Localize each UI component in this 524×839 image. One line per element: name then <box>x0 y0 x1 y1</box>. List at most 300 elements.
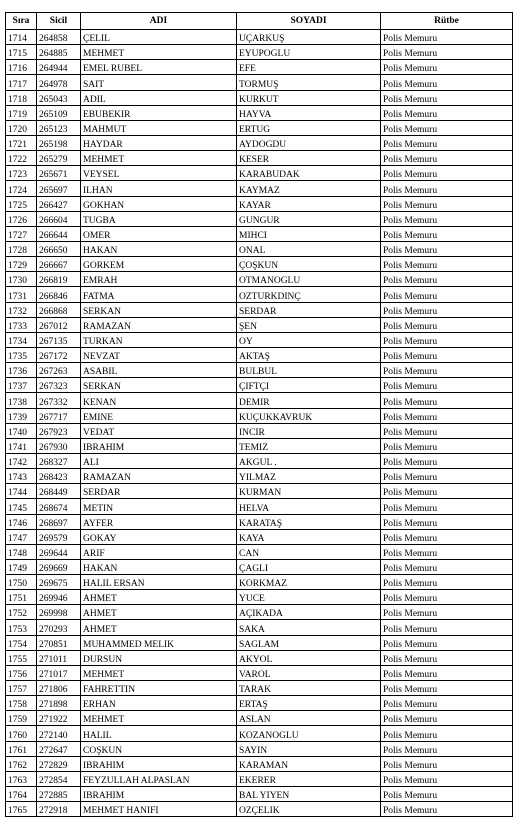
sira-cell: 1738 <box>6 393 37 408</box>
rutbe-cell: Polis Memuru <box>381 75 513 90</box>
adi-cell: ADIL <box>81 90 237 105</box>
sicil-cell: 264944 <box>37 60 81 75</box>
sira-cell: 1749 <box>6 559 37 574</box>
sicil-cell: 265043 <box>37 90 81 105</box>
table-row <box>6 257 513 272</box>
sicil-cell: 270851 <box>37 635 81 650</box>
soyadi-cell: KAYMAZ <box>237 181 381 196</box>
rutbe-cell: Polis Memuru <box>381 302 513 317</box>
adi-cell: GOKAY <box>81 529 237 544</box>
sira-cell: 1715 <box>6 45 37 60</box>
soyadi-cell: ERTUG <box>237 120 381 135</box>
soyadi-cell: KARAMAN <box>237 756 381 771</box>
soyadi-cell: GUNGUR <box>237 211 381 226</box>
adi-cell: RAMAZAN <box>81 317 237 332</box>
sira-cell: 1753 <box>6 620 37 635</box>
adi-cell: ASABIL <box>81 363 237 378</box>
soyadi-cell: DEMIR <box>237 393 381 408</box>
sicil-cell: 271806 <box>37 681 81 696</box>
soyadi-cell: OZTURKDINÇ <box>237 287 381 302</box>
adi-cell: ÇELIL <box>81 30 237 45</box>
soyadi-cell: KESER <box>237 151 381 166</box>
table-row <box>6 787 513 802</box>
sira-cell: 1723 <box>6 166 37 181</box>
sicil-cell: 265279 <box>37 151 81 166</box>
adi-cell: HALIL ERSAN <box>81 575 237 590</box>
header-row <box>6 13 513 30</box>
rutbe-cell: Polis Memuru <box>381 681 513 696</box>
adi-cell: VEYSEL <box>81 166 237 181</box>
sira-cell: 1754 <box>6 635 37 650</box>
sicil-cell: 267323 <box>37 378 81 393</box>
soyadi-cell: BULBUL <box>237 363 381 378</box>
soyadi-cell: AKGUL . <box>237 453 381 468</box>
table-row <box>6 650 513 665</box>
soyadi-cell: KORKMAZ <box>237 575 381 590</box>
soyadi-cell: ÇIFTÇI <box>237 378 381 393</box>
table-row <box>6 771 513 786</box>
sicil-cell: 272885 <box>37 787 81 802</box>
rutbe-cell: Polis Memuru <box>381 484 513 499</box>
rutbe-cell: Polis Memuru <box>381 196 513 211</box>
sira-cell: 1728 <box>6 241 37 256</box>
adi-cell: MAHMUT <box>81 120 237 135</box>
sicil-cell: 272829 <box>37 756 81 771</box>
sira-cell: 1751 <box>6 590 37 605</box>
table-row <box>6 499 513 514</box>
adi-cell: AHMET <box>81 620 237 635</box>
soyadi-cell: KURKUT <box>237 90 381 105</box>
rutbe-cell: Polis Memuru <box>381 529 513 544</box>
adi-cell: AHMET <box>81 605 237 620</box>
rutbe-cell: Polis Memuru <box>381 605 513 620</box>
sira-cell: 1756 <box>6 665 37 680</box>
rutbe-cell: Polis Memuru <box>381 120 513 135</box>
rutbe-cell: Polis Memuru <box>381 453 513 468</box>
sira-cell: 1734 <box>6 332 37 347</box>
sira-cell: 1731 <box>6 287 37 302</box>
sicil-cell: 264978 <box>37 75 81 90</box>
rutbe-cell: Polis Memuru <box>381 771 513 786</box>
adi-cell: NEVZAT <box>81 347 237 362</box>
sicil-cell: 268423 <box>37 469 81 484</box>
rutbe-cell: Polis Memuru <box>381 257 513 272</box>
rutbe-cell: Polis Memuru <box>381 347 513 362</box>
rutbe-cell: Polis Memuru <box>381 60 513 75</box>
soyadi-cell: CAN <box>237 544 381 559</box>
rutbe-cell: Polis Memuru <box>381 90 513 105</box>
sicil-cell: 267930 <box>37 438 81 453</box>
soyadi-cell: ÇOŞKUN <box>237 257 381 272</box>
soyadi-cell: KAYA <box>237 529 381 544</box>
rutbe-cell: Polis Memuru <box>381 499 513 514</box>
table-row <box>6 605 513 620</box>
table-row <box>6 90 513 105</box>
sira-cell: 1750 <box>6 575 37 590</box>
table-row <box>6 211 513 226</box>
sira-cell: 1763 <box>6 771 37 786</box>
sira-cell: 1746 <box>6 514 37 529</box>
header-adi: ADI <box>81 13 237 30</box>
soyadi-cell: INCIR <box>237 423 381 438</box>
rutbe-cell: Polis Memuru <box>381 30 513 45</box>
sira-cell: 1732 <box>6 302 37 317</box>
sicil-cell: 265198 <box>37 135 81 150</box>
soyadi-cell: AKYOL <box>237 650 381 665</box>
sicil-cell: 268697 <box>37 514 81 529</box>
rutbe-cell: Polis Memuru <box>381 469 513 484</box>
sira-cell: 1761 <box>6 741 37 756</box>
sicil-cell: 268674 <box>37 499 81 514</box>
sicil-cell: 271898 <box>37 696 81 711</box>
adi-cell: ERHAN <box>81 696 237 711</box>
rutbe-cell: Polis Memuru <box>381 575 513 590</box>
sira-cell: 1741 <box>6 438 37 453</box>
rutbe-cell: Polis Memuru <box>381 635 513 650</box>
adi-cell: MEHMET <box>81 151 237 166</box>
sira-cell: 1758 <box>6 696 37 711</box>
sicil-cell: 268449 <box>37 484 81 499</box>
sicil-cell: 269675 <box>37 575 81 590</box>
rutbe-cell: Polis Memuru <box>381 211 513 226</box>
soyadi-cell: HAYVA <box>237 105 381 120</box>
sicil-cell: 267332 <box>37 393 81 408</box>
sicil-cell: 269998 <box>37 605 81 620</box>
table-row <box>6 226 513 241</box>
soyadi-cell: SAYIN <box>237 741 381 756</box>
personnel-table <box>5 12 513 817</box>
table-row <box>6 802 513 817</box>
rutbe-cell: Polis Memuru <box>381 423 513 438</box>
table-row <box>6 378 513 393</box>
adi-cell: EBUBEKIR <box>81 105 237 120</box>
adi-cell: AYFER <box>81 514 237 529</box>
table-row <box>6 393 513 408</box>
sira-cell: 1735 <box>6 347 37 362</box>
sira-cell: 1730 <box>6 272 37 287</box>
header-rutbe: Rütbe <box>381 13 513 30</box>
sira-cell: 1765 <box>6 802 37 817</box>
soyadi-cell: KURMAN <box>237 484 381 499</box>
sicil-cell: 267135 <box>37 332 81 347</box>
header-sira: Sıra <box>6 13 37 30</box>
rutbe-cell: Polis Memuru <box>381 620 513 635</box>
soyadi-cell: ÇAGLI <box>237 559 381 574</box>
sira-cell: 1748 <box>6 544 37 559</box>
sira-cell: 1757 <box>6 681 37 696</box>
soyadi-cell: BAL YIYEN <box>237 787 381 802</box>
sicil-cell: 271922 <box>37 711 81 726</box>
adi-cell: COŞKUN <box>81 741 237 756</box>
sicil-cell: 266846 <box>37 287 81 302</box>
rutbe-cell: Polis Memuru <box>381 378 513 393</box>
adi-cell: OMER <box>81 226 237 241</box>
table-row <box>6 635 513 650</box>
adi-cell: ILHAN <box>81 181 237 196</box>
sira-cell: 1733 <box>6 317 37 332</box>
sicil-cell: 271017 <box>37 665 81 680</box>
sira-cell: 1729 <box>6 257 37 272</box>
sicil-cell: 272140 <box>37 726 81 741</box>
soyadi-cell: VAROL <box>237 665 381 680</box>
soyadi-cell: AÇIKADA <box>237 605 381 620</box>
table-row <box>6 317 513 332</box>
soyadi-cell: KUÇUKKAVRUK <box>237 408 381 423</box>
table-row <box>6 272 513 287</box>
rutbe-cell: Polis Memuru <box>381 741 513 756</box>
sira-cell: 1755 <box>6 650 37 665</box>
adi-cell: MEHMET HANIFI <box>81 802 237 817</box>
sira-cell: 1740 <box>6 423 37 438</box>
rutbe-cell: Polis Memuru <box>381 393 513 408</box>
rutbe-cell: Polis Memuru <box>381 45 513 60</box>
adi-cell: IBRAHIM <box>81 756 237 771</box>
table-row <box>6 135 513 150</box>
rutbe-cell: Polis Memuru <box>381 287 513 302</box>
table-row <box>6 665 513 680</box>
table-row <box>6 181 513 196</box>
sira-cell: 1714 <box>6 30 37 45</box>
adi-cell: SERKAN <box>81 378 237 393</box>
soyadi-cell: EKERER <box>237 771 381 786</box>
adi-cell: DURSUN <box>81 650 237 665</box>
sicil-cell: 265671 <box>37 166 81 181</box>
header-sicil: Sicil <box>37 13 81 30</box>
sicil-cell: 266650 <box>37 241 81 256</box>
sicil-cell: 266667 <box>37 257 81 272</box>
sira-cell: 1725 <box>6 196 37 211</box>
soyadi-cell: EYUPOGLU <box>237 45 381 60</box>
sicil-cell: 270293 <box>37 620 81 635</box>
table-row <box>6 30 513 45</box>
adi-cell: TUGBA <box>81 211 237 226</box>
rutbe-cell: Polis Memuru <box>381 544 513 559</box>
sira-cell: 1727 <box>6 226 37 241</box>
soyadi-cell: ASLAN <box>237 711 381 726</box>
table-row <box>6 529 513 544</box>
sicil-cell: 272647 <box>37 741 81 756</box>
sicil-cell: 264858 <box>37 30 81 45</box>
table-row <box>6 681 513 696</box>
table-row <box>6 45 513 60</box>
rutbe-cell: Polis Memuru <box>381 590 513 605</box>
sicil-cell: 266604 <box>37 211 81 226</box>
sicil-cell: 269669 <box>37 559 81 574</box>
rutbe-cell: Polis Memuru <box>381 756 513 771</box>
table-row <box>6 241 513 256</box>
sicil-cell: 265697 <box>37 181 81 196</box>
sira-cell: 1717 <box>6 75 37 90</box>
adi-cell: FAHRETTIN <box>81 681 237 696</box>
rutbe-cell: Polis Memuru <box>381 514 513 529</box>
rutbe-cell: Polis Memuru <box>381 802 513 817</box>
sicil-cell: 266819 <box>37 272 81 287</box>
sira-cell: 1737 <box>6 378 37 393</box>
table-row <box>6 575 513 590</box>
adi-cell: METIN <box>81 499 237 514</box>
sira-cell: 1745 <box>6 499 37 514</box>
soyadi-cell: SAGLAM <box>237 635 381 650</box>
sira-cell: 1747 <box>6 529 37 544</box>
sira-cell: 1739 <box>6 408 37 423</box>
rutbe-cell: Polis Memuru <box>381 650 513 665</box>
sicil-cell: 272918 <box>37 802 81 817</box>
adi-cell: RAMAZAN <box>81 469 237 484</box>
sicil-cell: 266427 <box>37 196 81 211</box>
table-row <box>6 287 513 302</box>
table-body <box>6 30 513 817</box>
adi-cell: KENAN <box>81 393 237 408</box>
table-row <box>6 60 513 75</box>
adi-cell: TURKAN <box>81 332 237 347</box>
soyadi-cell: TARAK <box>237 681 381 696</box>
soyadi-cell: TEMIZ <box>237 438 381 453</box>
table-row <box>6 151 513 166</box>
table-row <box>6 438 513 453</box>
adi-cell: IBRAHIM <box>81 787 237 802</box>
soyadi-cell: YUCE <box>237 590 381 605</box>
table-row <box>6 741 513 756</box>
table-row <box>6 423 513 438</box>
table-row <box>6 120 513 135</box>
rutbe-cell: Polis Memuru <box>381 711 513 726</box>
adi-cell: ARIF <box>81 544 237 559</box>
table-row <box>6 453 513 468</box>
adi-cell: FATMA <box>81 287 237 302</box>
soyadi-cell: TORMUŞ <box>237 75 381 90</box>
table-row <box>6 711 513 726</box>
soyadi-cell: ONAL <box>237 241 381 256</box>
table-row <box>6 347 513 362</box>
rutbe-cell: Polis Memuru <box>381 181 513 196</box>
sicil-cell: 269644 <box>37 544 81 559</box>
sicil-cell: 264885 <box>37 45 81 60</box>
sicil-cell: 266868 <box>37 302 81 317</box>
table-row <box>6 469 513 484</box>
sicil-cell: 265109 <box>37 105 81 120</box>
sicil-cell: 267923 <box>37 423 81 438</box>
sira-cell: 1744 <box>6 484 37 499</box>
sicil-cell: 269579 <box>37 529 81 544</box>
sira-cell: 1742 <box>6 453 37 468</box>
soyadi-cell: YILMAZ <box>237 469 381 484</box>
sira-cell: 1718 <box>6 90 37 105</box>
soyadi-cell: OZÇELIK <box>237 802 381 817</box>
table-row <box>6 484 513 499</box>
table-row <box>6 726 513 741</box>
adi-cell: SERKAN <box>81 302 237 317</box>
soyadi-cell: OTMANOGLU <box>237 272 381 287</box>
adi-cell: VEDAT <box>81 423 237 438</box>
sicil-cell: 271011 <box>37 650 81 665</box>
table-row <box>6 514 513 529</box>
sira-cell: 1722 <box>6 151 37 166</box>
sicil-cell: 269946 <box>37 590 81 605</box>
soyadi-cell: ŞEN <box>237 317 381 332</box>
soyadi-cell: SERDAR <box>237 302 381 317</box>
rutbe-cell: Polis Memuru <box>381 241 513 256</box>
rutbe-cell: Polis Memuru <box>381 151 513 166</box>
rutbe-cell: Polis Memuru <box>381 272 513 287</box>
rutbe-cell: Polis Memuru <box>381 787 513 802</box>
rutbe-cell: Polis Memuru <box>381 226 513 241</box>
rutbe-cell: Polis Memuru <box>381 135 513 150</box>
table-row <box>6 544 513 559</box>
adi-cell: HAYDAR <box>81 135 237 150</box>
sira-cell: 1719 <box>6 105 37 120</box>
adi-cell: MUHAMMED MELIK <box>81 635 237 650</box>
table-row <box>6 166 513 181</box>
adi-cell: HAKAN <box>81 559 237 574</box>
adi-cell: HAKAN <box>81 241 237 256</box>
table-row <box>6 105 513 120</box>
rutbe-cell: Polis Memuru <box>381 317 513 332</box>
table-row <box>6 559 513 574</box>
adi-cell: FEYZULLAH ALPASLAN <box>81 771 237 786</box>
adi-cell: EMRAH <box>81 272 237 287</box>
soyadi-cell: EFE <box>237 60 381 75</box>
soyadi-cell: ERTAŞ <box>237 696 381 711</box>
adi-cell: GORKEM <box>81 257 237 272</box>
header-soyadi: SOYADI <box>237 13 381 30</box>
sira-cell: 1764 <box>6 787 37 802</box>
soyadi-cell: OY <box>237 332 381 347</box>
soyadi-cell: KAYAR <box>237 196 381 211</box>
adi-cell: MEHMET <box>81 665 237 680</box>
sira-cell: 1726 <box>6 211 37 226</box>
sira-cell: 1736 <box>6 363 37 378</box>
sira-cell: 1743 <box>6 469 37 484</box>
soyadi-cell: AKTAŞ <box>237 347 381 362</box>
soyadi-cell: UÇARKUŞ <box>237 30 381 45</box>
table-row <box>6 332 513 347</box>
rutbe-cell: Polis Memuru <box>381 665 513 680</box>
soyadi-cell: AYDOGDU <box>237 135 381 150</box>
sicil-cell: 267172 <box>37 347 81 362</box>
rutbe-cell: Polis Memuru <box>381 408 513 423</box>
sicil-cell: 272854 <box>37 771 81 786</box>
sicil-cell: 267717 <box>37 408 81 423</box>
rutbe-cell: Polis Memuru <box>381 105 513 120</box>
soyadi-cell: KOZANOGLU <box>237 726 381 741</box>
table-row <box>6 75 513 90</box>
table-row <box>6 590 513 605</box>
table-row <box>6 363 513 378</box>
sira-cell: 1752 <box>6 605 37 620</box>
rutbe-cell: Polis Memuru <box>381 726 513 741</box>
sicil-cell: 267012 <box>37 317 81 332</box>
rutbe-cell: Polis Memuru <box>381 696 513 711</box>
table-row <box>6 620 513 635</box>
soyadi-cell: HELVA <box>237 499 381 514</box>
adi-cell: EMINE <box>81 408 237 423</box>
soyadi-cell: SAKA <box>237 620 381 635</box>
sira-cell: 1762 <box>6 756 37 771</box>
adi-cell: AHMET <box>81 590 237 605</box>
rutbe-cell: Polis Memuru <box>381 363 513 378</box>
sicil-cell: 265123 <box>37 120 81 135</box>
rutbe-cell: Polis Memuru <box>381 332 513 347</box>
soyadi-cell: KARABUDAK <box>237 166 381 181</box>
sicil-cell: 267263 <box>37 363 81 378</box>
table-row <box>6 696 513 711</box>
adi-cell: SAIT <box>81 75 237 90</box>
soyadi-cell: KARATAŞ <box>237 514 381 529</box>
sira-cell: 1724 <box>6 181 37 196</box>
adi-cell: ALI <box>81 453 237 468</box>
adi-cell: GOKHAN <box>81 196 237 211</box>
sicil-cell: 266644 <box>37 226 81 241</box>
